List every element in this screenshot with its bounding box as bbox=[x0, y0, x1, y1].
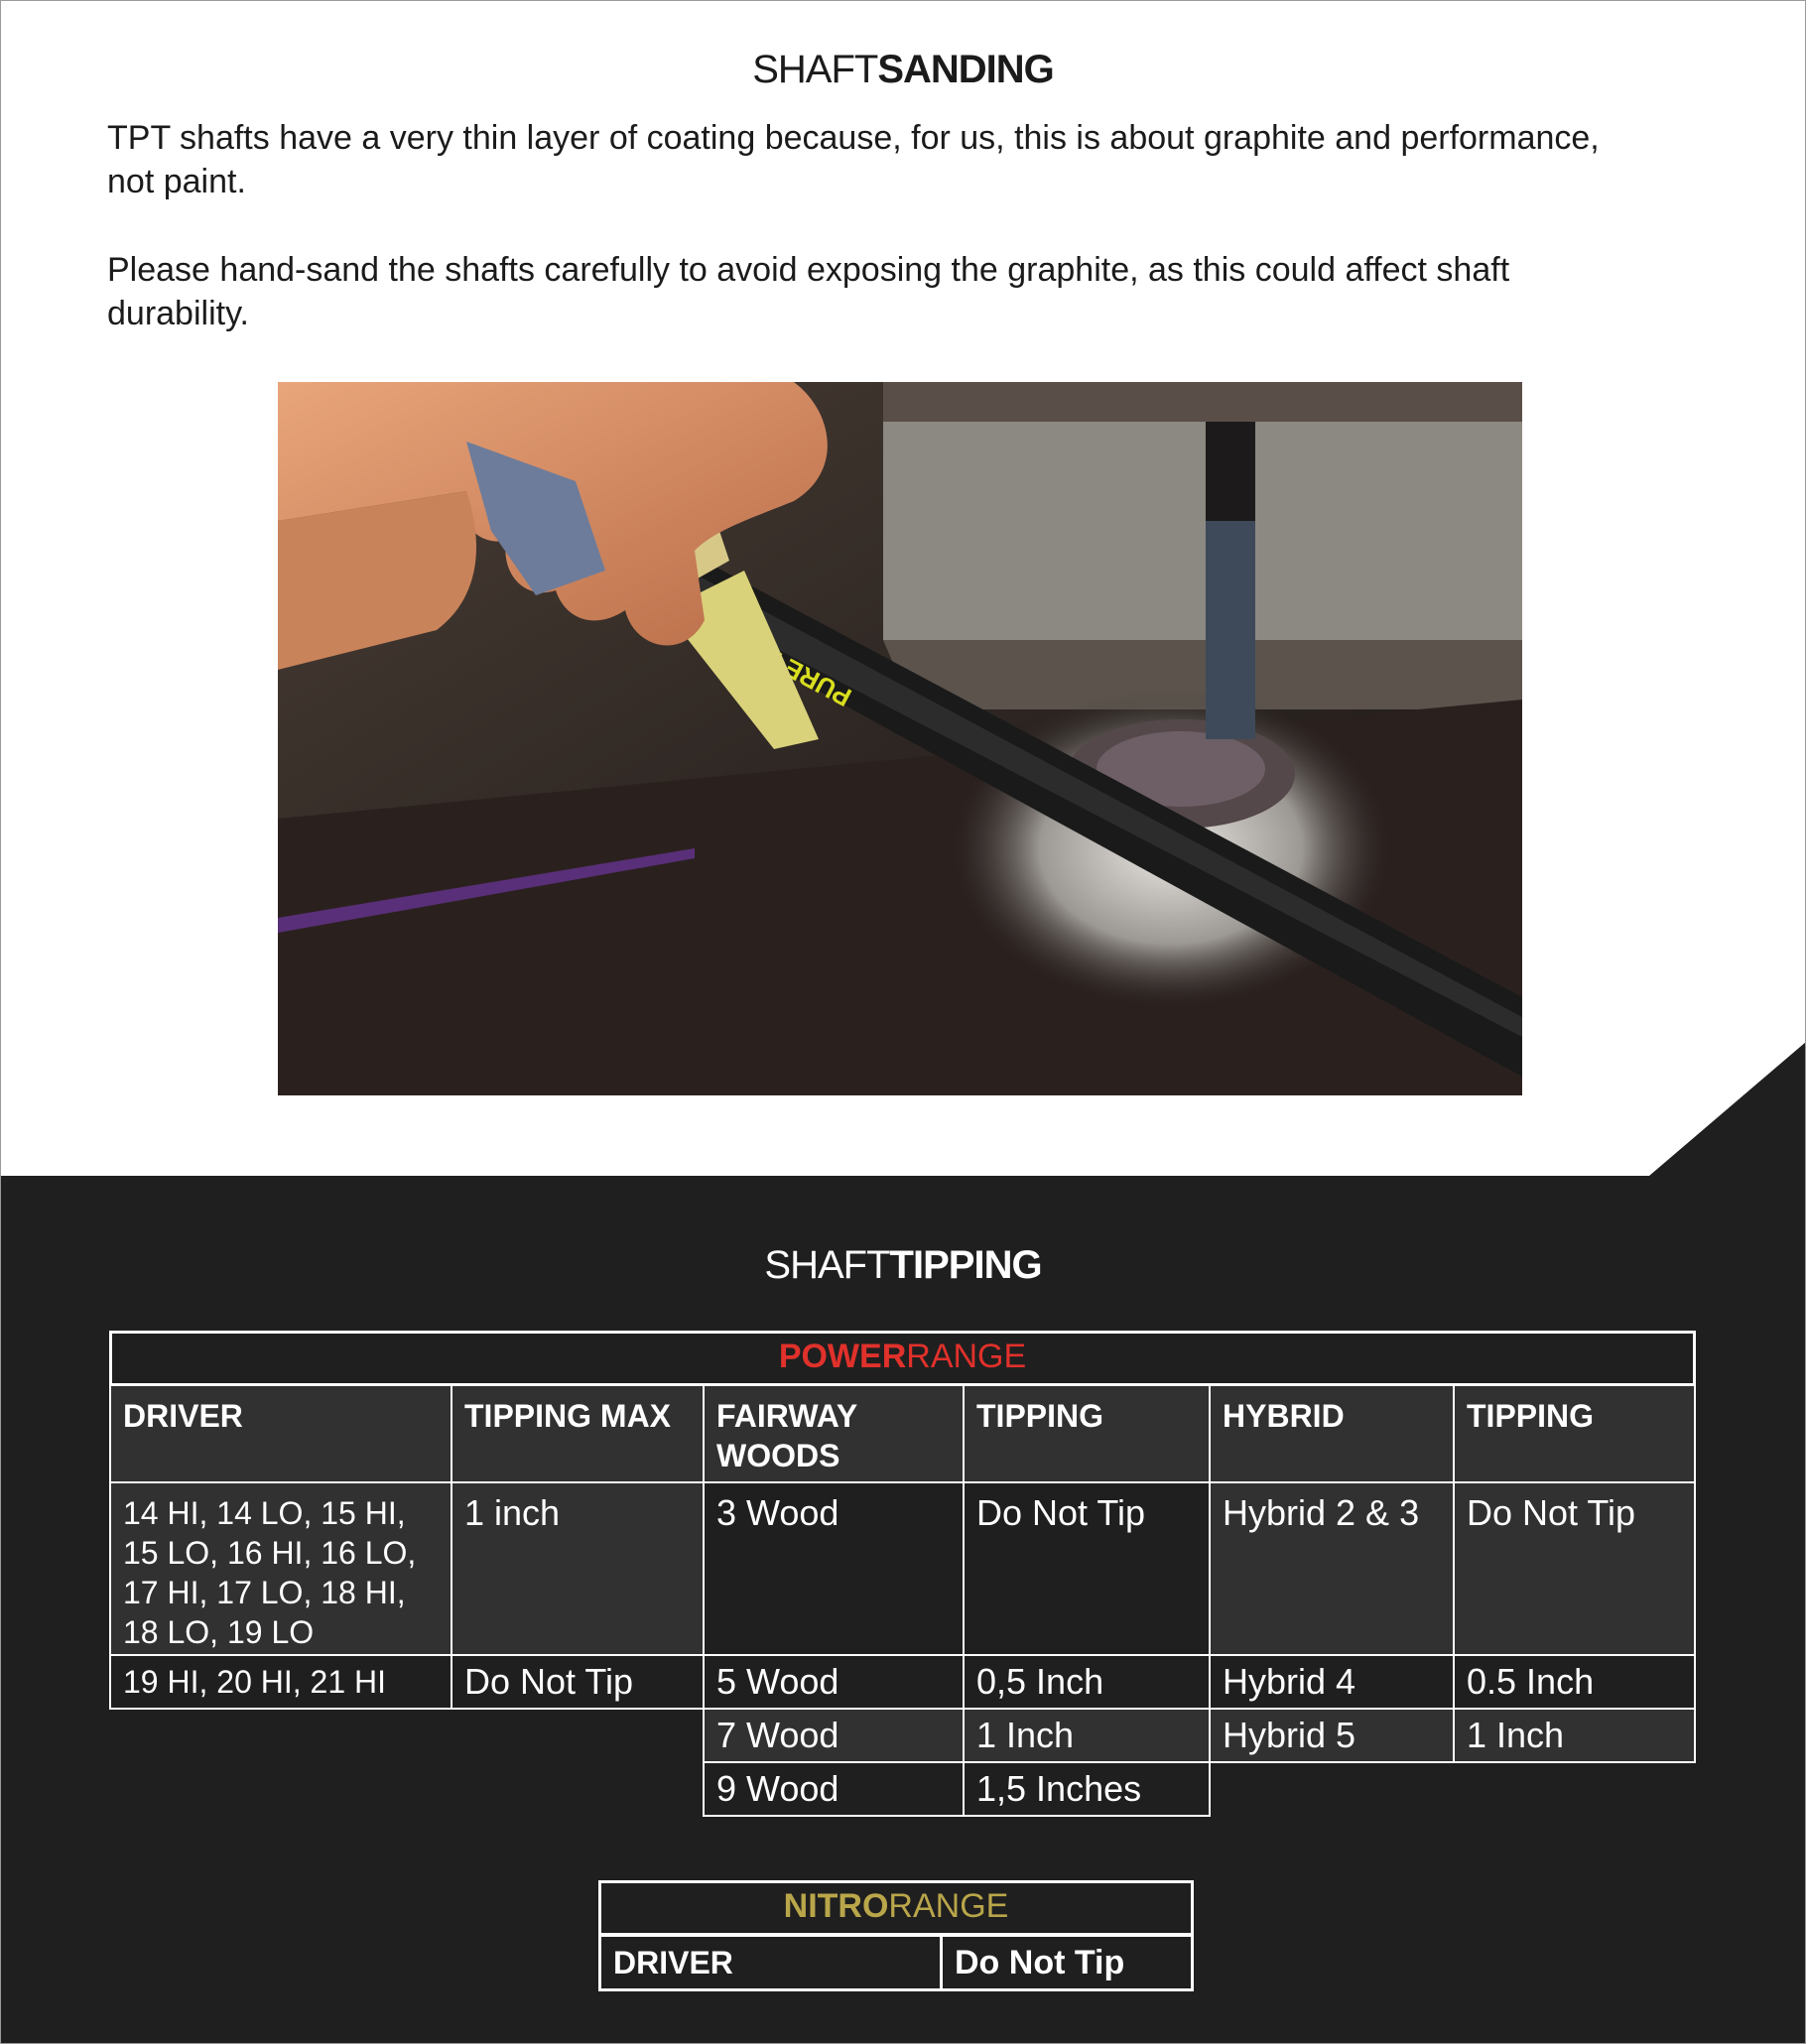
header-hybrid-tipping: TIPPING bbox=[1453, 1384, 1696, 1483]
nitro-caption-light: RANGE bbox=[888, 1887, 1009, 1925]
driver-tipping-1: 1 inch bbox=[451, 1481, 705, 1656]
sanding-photo bbox=[278, 382, 1522, 1095]
power-caption-bold: POWER bbox=[778, 1338, 907, 1375]
power-caption-light: RANGE bbox=[906, 1338, 1027, 1375]
photo-shaft-text: PURE bbox=[778, 652, 856, 713]
fairway-model-4: 9 Wood bbox=[703, 1761, 965, 1817]
hybrid-model-1: Hybrid 2 & 3 bbox=[1209, 1481, 1455, 1656]
nitro-range-caption bbox=[598, 1880, 1194, 1936]
fairway-tipping-3: 1 Inch bbox=[963, 1708, 1211, 1763]
sanding-title-light: SHAFT bbox=[752, 48, 878, 91]
header-tipping-max: TIPPING MAX bbox=[451, 1384, 705, 1483]
hybrid-tipping-1: Do Not Tip bbox=[1453, 1481, 1696, 1656]
power-range-caption bbox=[109, 1331, 1696, 1386]
driver-models-1: 14 HI, 14 LO, 15 HI, 15 LO, 16 HI, 16 LO, 17 HI, 17 LO, 18 HI, 18 LO, 19 LO bbox=[109, 1481, 452, 1656]
tipping-title-light: SHAFT bbox=[764, 1243, 890, 1287]
sanding-paragraph-2: Please hand-sand the shafts carefully to avoid exposing the graphite, as this could affect shaft durability. bbox=[107, 251, 1510, 332]
fairway-tipping-2: 0,5 Inch bbox=[963, 1654, 1211, 1710]
driver-models-2: 19 HI, 20 HI, 21 HI bbox=[109, 1654, 452, 1710]
hybrid-model-3: Hybrid 5 bbox=[1209, 1708, 1455, 1763]
fairway-model-3: 7 Wood bbox=[703, 1708, 965, 1763]
header-fairway-woods: FAIRWAY WOODS bbox=[703, 1384, 965, 1483]
tipping-title-bold: TIPPING bbox=[889, 1243, 1042, 1287]
nitro-caption-bold: NITRO bbox=[783, 1887, 889, 1925]
sanding-paragraph-1: TPT shafts have a very thin layer of coating because, for us, this is about graphite and performance, not paint. bbox=[107, 119, 1600, 200]
hybrid-model-2: Hybrid 4 bbox=[1209, 1654, 1455, 1710]
header-driver: DRIVER bbox=[109, 1384, 452, 1483]
tipping-title bbox=[0, 1245, 1806, 1285]
fairway-tipping-4: 1,5 Inches bbox=[963, 1761, 1211, 1817]
hybrid-tipping-2: 0.5 Inch bbox=[1453, 1654, 1696, 1710]
driver-tipping-2: Do Not Tip bbox=[451, 1654, 705, 1710]
sanding-title-bold: SANDING bbox=[877, 48, 1054, 91]
fairway-tipping-1: Do Not Tip bbox=[963, 1481, 1211, 1656]
fairway-model-2: 5 Wood bbox=[703, 1654, 965, 1710]
sanding-title bbox=[0, 50, 1806, 89]
nitro-driver-value: Do Not Tip bbox=[940, 1934, 1194, 1991]
hybrid-tipping-3: 1 Inch bbox=[1453, 1708, 1696, 1763]
header-fairway-tipping: TIPPING bbox=[963, 1384, 1211, 1483]
nitro-driver-label: DRIVER bbox=[598, 1934, 943, 1991]
header-hybrid: HYBRID bbox=[1209, 1384, 1455, 1483]
fairway-model-1: 3 Wood bbox=[703, 1481, 965, 1656]
